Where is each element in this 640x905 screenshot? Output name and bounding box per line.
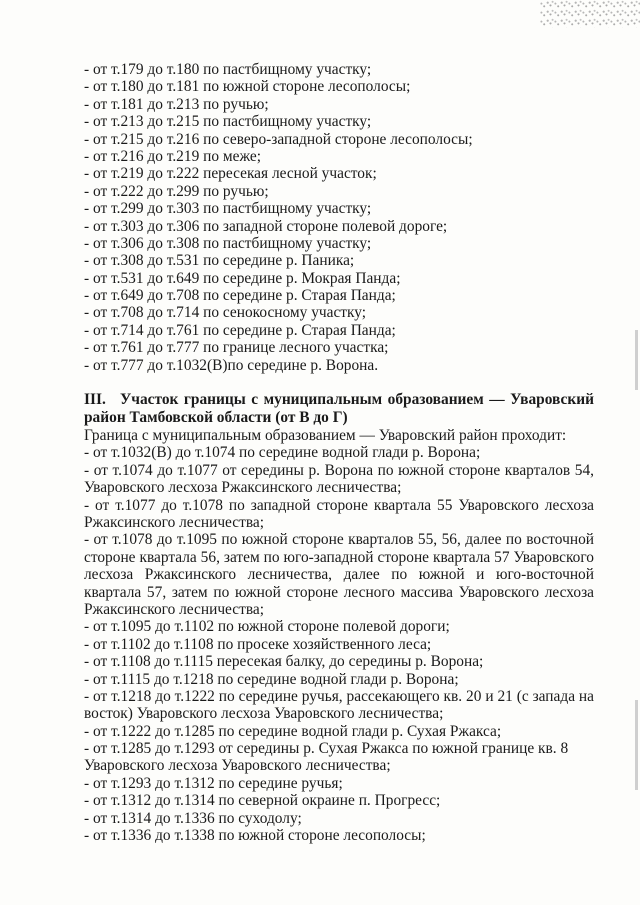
boundary-line: - от т.531 до т.649 по середине р. Мокрая Панда; xyxy=(84,269,401,287)
boundary-line: - от т.180 до т.181 по южной стороне лесополосы; xyxy=(84,78,411,96)
boundary-line: - от т.303 до т.306 по западной стороне полевой дороге; xyxy=(84,217,448,235)
boundary-line: Ржаксинского лесничества; xyxy=(84,513,264,531)
boundary-line: - от т.1108 до т.1115 пересекая балку, до середины р. Ворона; xyxy=(84,653,484,671)
scan-edge-mark xyxy=(635,330,638,390)
boundary-line: - от т.714 до т.761 по середине р. Старая Панда; xyxy=(84,321,396,339)
boundary-line: лесхоза Ржаксинского лесничества, далее по южной и юго-восточной xyxy=(84,566,594,584)
boundary-line: - от т.1115 до т.1218 по середине водной глади р. Ворона; xyxy=(84,670,459,688)
boundary-line: - от т.1102 до т.1108 по просеке хозяйственного леса; xyxy=(84,635,432,653)
boundary-line: - от т.1032(В) до т.1074 по середине водной глади р. Ворона; xyxy=(84,444,481,462)
boundary-line: - от т.1077 до т.1078 по западной стороне квартала 55 Уваровского лесхоза xyxy=(84,496,594,514)
section-number: III. xyxy=(84,391,106,409)
boundary-line: квартала 57, затем по южной стороне лесного массива Уваровского лесхоза xyxy=(84,583,594,601)
section-heading-line1 xyxy=(84,391,594,409)
boundary-line: - от т.1222 до т.1285 по середине водной глади р. Сухая Ржакса; xyxy=(84,722,502,740)
boundary-line: - от т.215 до т.216 по северо-западной стороне лесополосы; xyxy=(84,130,473,148)
section-gap xyxy=(84,374,594,391)
boundary-line: - от т.216 до т.219 по меже; xyxy=(84,147,261,165)
boundary-line: - от т.306 до т.308 по пастбищному участку; xyxy=(84,234,372,252)
boundary-line: - от т.1336 до т.1338 по южной стороне лесополосы; xyxy=(84,827,426,845)
scan-speckle xyxy=(540,0,640,28)
boundary-line: - от т.1285 до т.1293 от середины р. Сухая Ржакса по южной границе кв. 8 xyxy=(84,740,569,758)
boundary-line: - от т.1218 до т.1222 по середине ручья, рассекающего кв. 20 и 21 (с запада на xyxy=(84,687,594,705)
document-body xyxy=(84,61,594,844)
boundary-line: восток) Уваровского лесхоза Уваровского лесничества; xyxy=(84,705,444,723)
boundary-line: - от т.1078 до т.1095 по южной стороне кварталов 55, 56, далее по восточной xyxy=(84,531,594,549)
scan-edge-mark xyxy=(635,700,638,790)
section-title-part1: Участок границы с муниципальным образованием — Уваровский xyxy=(120,391,594,409)
boundary-line: - от т.1293 до т.1312 по середине ручья; xyxy=(84,774,343,792)
boundary-line: - от т.219 до т.222 пересекая лесной участок; xyxy=(84,165,377,183)
boundary-line: - от т.222 до т.299 по ручью; xyxy=(84,182,269,200)
boundary-line: - от т.299 до т.303 по пастбищному участку; xyxy=(84,200,372,218)
section-intro: Граница с муниципальным образованием — Уваровский район проходит: xyxy=(84,427,567,445)
boundary-line: Уваровского лесхоза Уваровского лесничества; xyxy=(84,757,391,775)
boundary-line: - от т.213 до т.215 по пастбищному участку; xyxy=(84,113,372,131)
boundary-line: - от т.777 до т.1032(В)по середине р. Ворона. xyxy=(84,356,379,374)
boundary-line: стороне квартала 56, затем по юго-западной стороне квартала 57 Уваровского xyxy=(84,548,594,566)
boundary-line: - от т.181 до т.213 по ручью; xyxy=(84,95,269,113)
boundary-line: - от т.708 до т.714 по сенокосному участку; xyxy=(84,304,367,322)
boundary-line: - от т.761 до т.777 по границе лесного участка; xyxy=(84,339,389,357)
boundary-line: Ржаксинского лесничества; xyxy=(84,600,264,618)
boundary-list-bottom xyxy=(84,444,594,844)
boundary-line: - от т.1312 до т.1314 по северной окраине п. Прогресс; xyxy=(84,792,441,810)
section-heading-line2: район Тамбовской области (от В до Г) xyxy=(84,409,348,427)
boundary-line: - от т.308 до т.531 по середине р. Паника; xyxy=(84,252,355,270)
boundary-line: - от т.1095 до т.1102 по южной стороне полевой дороги; xyxy=(84,618,450,636)
boundary-line: - от т.649 до т.708 по середине р. Старая Панда; xyxy=(84,287,396,305)
boundary-line: - от т.1074 до т.1077 от середины р. Ворона по южной стороне кварталов 54, xyxy=(84,461,594,479)
boundary-list-top xyxy=(84,61,594,374)
boundary-line: - от т.179 до т.180 по пастбищному участку; xyxy=(84,61,372,78)
boundary-line: Уваровского лесхоза Ржаксинского лесничества; xyxy=(84,479,402,497)
boundary-line: - от т.1314 до т.1336 по суходолу; xyxy=(84,809,302,827)
